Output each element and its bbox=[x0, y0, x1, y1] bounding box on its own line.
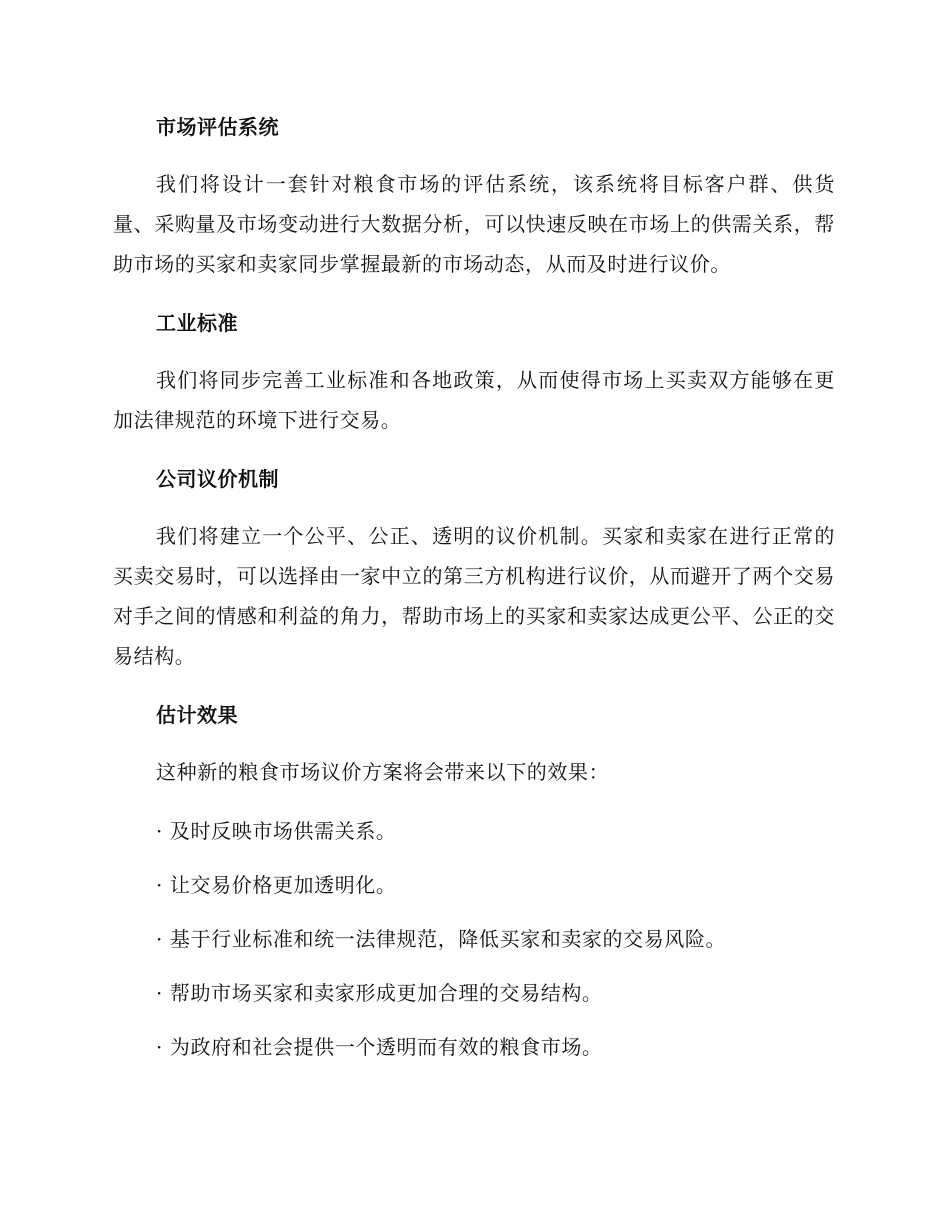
document-content bbox=[113, 108, 835, 1082]
bullet-item: · 及时反映市场供需关系。 bbox=[156, 819, 397, 843]
bullet-item: · 帮助市场买家和卖家形成更加合理的交易结构。 bbox=[156, 981, 603, 1005]
bullet-item: · 让交易价格更加透明化。 bbox=[156, 873, 397, 897]
section-heading-pricing-mechanism: 公司议价机制 bbox=[156, 467, 279, 491]
bullet-item: · 基于行业标准和统一法律规范，降低买家和卖家的交易风险。 bbox=[156, 927, 727, 951]
section-paragraph: 我们将建立一个公平、公正、透明的议价机制。买家和卖家在进行正常的买卖交易时，可以选择由一家中立的第三方机构进行议价，从而避开了两个交易对手之间的情感和利益的角力，帮助市场上的买家和卖家达成更公平、公正的交易结构。 bbox=[113, 524, 835, 668]
section-paragraph: 我们将同步完善工业标准和各地政策，从而使得市场上买卖双方能够在更加法律规范的环境下进行交易。 bbox=[113, 368, 835, 432]
section-heading-market-evaluation: 市场评估系统 bbox=[156, 115, 279, 139]
bullet-item: · 为政府和社会提供一个透明而有效的粮食市场。 bbox=[156, 1035, 603, 1059]
section-paragraph: 这种新的粮食市场议价方案将会带来以下的效果： bbox=[156, 760, 610, 784]
section-heading-expected-effects: 估计效果 bbox=[156, 703, 238, 727]
section-heading-industrial-standards: 工业标准 bbox=[156, 311, 238, 335]
section-paragraph: 我们将设计一套针对粮食市场的评估系统，该系统将目标客户群、供货量、采购量及市场变动进行大数据分析，可以快速反映在市场上的供需关系，帮助市场的买家和卖家同步掌握最新的市场动态，从而及时进行议价。 bbox=[113, 172, 835, 276]
